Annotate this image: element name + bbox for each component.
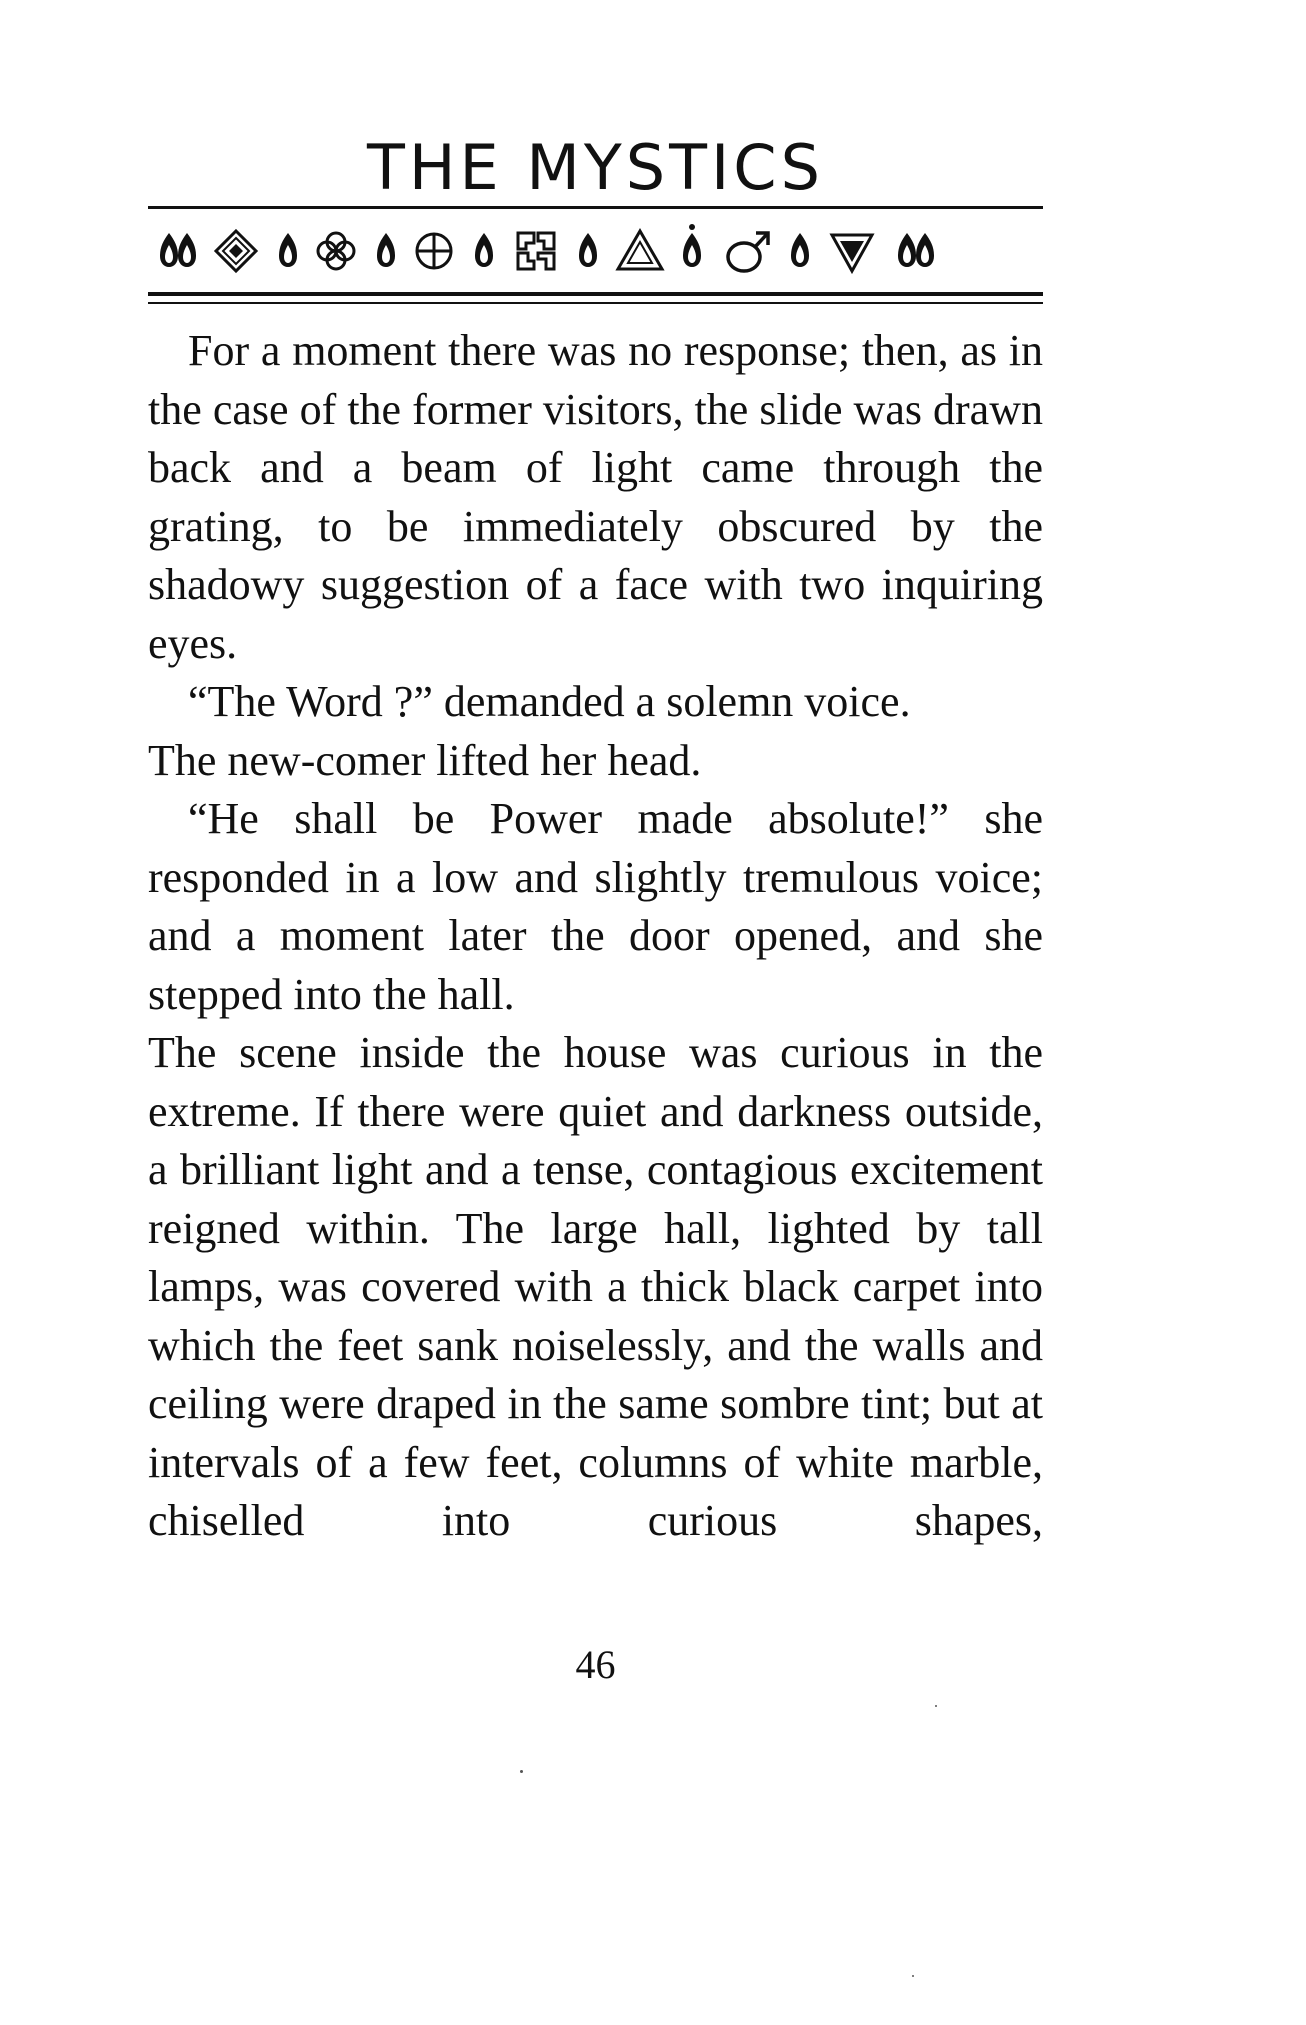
paper-speck bbox=[935, 1705, 937, 1707]
header-rule-top bbox=[148, 206, 1043, 209]
flame-icon bbox=[579, 233, 597, 267]
paragraph: “He shall be Power made absolute!” she responded in a low and slightly tremulous voice; and a moment later the door opened, and she stepped into the hall. bbox=[148, 794, 1043, 1019]
quatrefoil-icon bbox=[318, 233, 354, 269]
paper-speck bbox=[912, 1975, 914, 1977]
paragraph: “The Word ?” demanded a solemn voice. bbox=[188, 677, 911, 726]
paper-speck bbox=[520, 1770, 523, 1773]
flame-icon bbox=[377, 233, 395, 267]
flame-icon bbox=[475, 233, 493, 267]
mars-icon bbox=[728, 233, 768, 271]
ornament-band bbox=[148, 215, 1043, 285]
paragraph: For a moment there was no response; then, as in the case of the former visitors, the slide was drawn back and a beam of light came through the grating, to be immediately obscured by the shadowy suggestion of a face with two inquiring eyes. bbox=[148, 326, 1043, 668]
flame-icon bbox=[898, 233, 934, 267]
paragraph: The scene inside the house was curious in the extreme. If there were quiet and darkness outside, a brilliant light and a tense, contagious excitement reigned within. The large hall, lighted by tall lamps, was covered with a thick black carpet into which the feet sank noiselessly, and the walls and ceiling were draped in the same sombre tint; but at intervals of a few feet, columns of white marble, chiselled into curious shapes, bbox=[148, 1028, 1043, 1545]
paragraph: The new-comer lifted her head. bbox=[148, 735, 702, 785]
body-text bbox=[148, 322, 1043, 1551]
flame-icon bbox=[683, 224, 701, 267]
flame-icon bbox=[279, 233, 297, 267]
header-rule-bottom bbox=[148, 292, 1043, 296]
shield-icon bbox=[832, 235, 872, 271]
page-number: 46 bbox=[575, 1642, 616, 1687]
crossed-circle-icon bbox=[417, 234, 451, 268]
diamond-icon bbox=[216, 231, 256, 271]
meander-square-icon bbox=[518, 233, 554, 269]
running-title: THE MYSTICS bbox=[367, 131, 824, 204]
header-rule-bottom-thin bbox=[148, 302, 1043, 304]
triangle-icon bbox=[618, 231, 662, 269]
flame-icon bbox=[791, 233, 809, 267]
flame-icon bbox=[160, 233, 196, 267]
